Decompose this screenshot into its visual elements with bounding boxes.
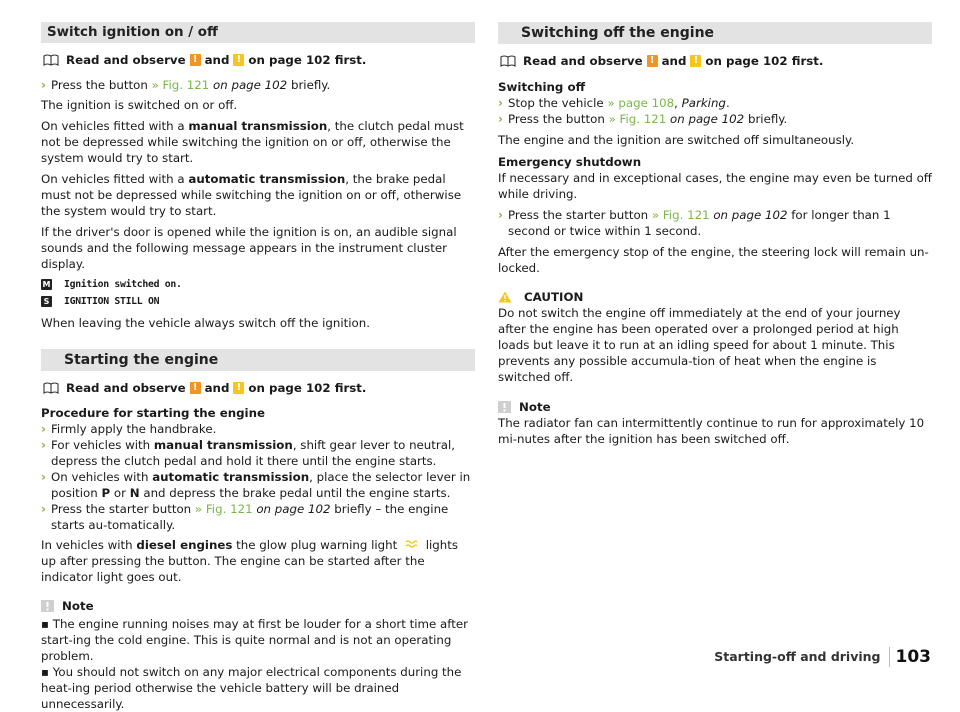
- figure-link[interactable]: » Fig. 121: [194, 502, 253, 516]
- paragraph: On vehicles fitted with a automatic transmission, the brake pedal must not be depressed while switching the ignition on or off, otherwise the system would try to start.: [41, 172, 462, 218]
- segment-display-icon: S: [41, 296, 52, 307]
- subheading: Switching off: [498, 80, 586, 94]
- figure-link[interactable]: » Fig. 121: [608, 112, 667, 126]
- step-item: › Press the starter button » Fig. 121 on page 102 for longer than 1 second or twice within 1 second.: [498, 208, 891, 238]
- chevron-right-icon: ›: [41, 470, 46, 484]
- glow-plug-icon: [405, 540, 418, 549]
- section-title-ignition: Switch ignition on / off: [41, 22, 475, 43]
- chevron-right-icon: ›: [41, 78, 46, 92]
- step-item: › Stop the vehicle » page 108, Parking.: [498, 96, 730, 110]
- display-message: S IGNITION STILL ON: [41, 294, 475, 309]
- left-column: [41, 22, 475, 712]
- chevron-right-icon: ›: [498, 208, 503, 222]
- note-bullet: ▪ The engine running noises may at first be louder for a short time after start-ing the cold engine. This is quite normal and is not an operating problem.: [41, 617, 468, 663]
- right-column: [498, 22, 932, 447]
- book-icon: [500, 55, 516, 67]
- paragraph: The ignition is switched on or off.: [41, 98, 238, 112]
- section-title-switching-off: Switching off the engine: [498, 22, 932, 44]
- step-item: › Press the button » Fig. 121 on page 102 briefly.: [498, 112, 788, 126]
- warning-icon: !: [647, 55, 658, 67]
- step-item: › Firmly apply the handbrake.: [41, 422, 217, 436]
- caution-icon: !: [233, 382, 244, 394]
- note-heading: Note: [41, 598, 475, 614]
- caution-icon: !: [690, 55, 701, 67]
- caution-icon: !: [233, 54, 244, 66]
- chevron-right-icon: ›: [498, 96, 503, 110]
- caution-text: Do not switch the engine off immediately at the end of your journey after the engine has been operated over a prolonged period at high loads but leave it to run at an idling speed for about 1 minute. This prevents any possible accumula-tion of heat when the engine is switched off.: [498, 306, 901, 384]
- figure-link[interactable]: » Fig. 121: [151, 78, 210, 92]
- chevron-right-icon: ›: [498, 112, 503, 126]
- warning-icon: !: [190, 382, 201, 394]
- book-icon: [43, 382, 59, 394]
- caution-icon: [498, 291, 512, 303]
- paragraph: The engine and the ignition are switched off simultaneously.: [498, 133, 855, 147]
- read-observe-line: Read and observe ! and ! on page 102 first.: [498, 53, 932, 69]
- subheading: Emergency shutdown: [498, 155, 642, 169]
- figure-link[interactable]: » Fig. 121: [651, 208, 710, 222]
- note-bullet: ▪ You should not switch on any major electrical components during the heat-ing period otherwise the vehicle battery will be drained unnecessarily.: [41, 665, 462, 711]
- info-icon: [41, 600, 54, 612]
- book-icon: [43, 54, 59, 66]
- maxi-dot-icon: M: [42, 280, 51, 289]
- note-text: The radiator fan can intermittently continue to run for approximately 10 mi-nutes after the ignition has been switched off.: [498, 416, 925, 446]
- page-link[interactable]: » page 108: [607, 96, 675, 110]
- step-item: › Press the button » Fig. 121 on page 102 briefly.: [41, 78, 331, 92]
- read-observe-line: Read and observe ! and ! on page 102 first.: [41, 380, 475, 396]
- paragraph: When leaving the vehicle always switch off the ignition.: [41, 316, 370, 330]
- chevron-right-icon: ›: [41, 502, 46, 516]
- section-title-starting: Starting the engine: [41, 349, 475, 371]
- step-item: › For vehicles with manual transmission, shift gear lever to neutral, depress the clutch pedal and hold it there until the engine starts.: [41, 438, 456, 468]
- footer-chapter: Starting-off and driving: [714, 649, 881, 664]
- page-footer: [714, 647, 931, 667]
- caution-heading: CAUTION: [498, 289, 932, 305]
- paragraph: After the emergency stop of the engine, the steering lock will remain un-locked.: [498, 245, 929, 275]
- paragraph: On vehicles fitted with a manual transmission, the clutch pedal must not be depressed while switching the ignition on or off, otherwise the system would try to start.: [41, 119, 464, 165]
- chevron-right-icon: ›: [41, 422, 46, 436]
- paragraph: If necessary and in exceptional cases, the engine may even be turned off while driving.: [498, 171, 932, 201]
- subheading: Procedure for starting the engine: [41, 406, 265, 420]
- display-message: M Ignition switched on.: [42, 279, 182, 290]
- paragraph: If the driver's door is opened while the ignition is on, an audible signal sounds and the following message appears in the instrument cluster display.: [41, 225, 457, 271]
- info-icon: [498, 401, 511, 413]
- warning-icon: !: [190, 54, 201, 66]
- note-heading: Note: [498, 399, 932, 415]
- page-number: 103: [889, 647, 932, 667]
- paragraph: In vehicles with diesel engines the glow plug warning light lights up after pressing the button. The engine can be started after the indicator light goes out.: [41, 538, 459, 584]
- read-observe-line: Read and observe ! and ! on page 102 first.: [41, 52, 475, 68]
- step-item: › On vehicles with automatic transmission, place the selector lever in position P or N and depress the brake pedal until the engine starts.: [41, 470, 471, 500]
- step-item: › Press the starter button » Fig. 121 on page 102 briefly – the engine starts au-tomatically.: [41, 502, 449, 532]
- chevron-right-icon: ›: [41, 438, 46, 452]
